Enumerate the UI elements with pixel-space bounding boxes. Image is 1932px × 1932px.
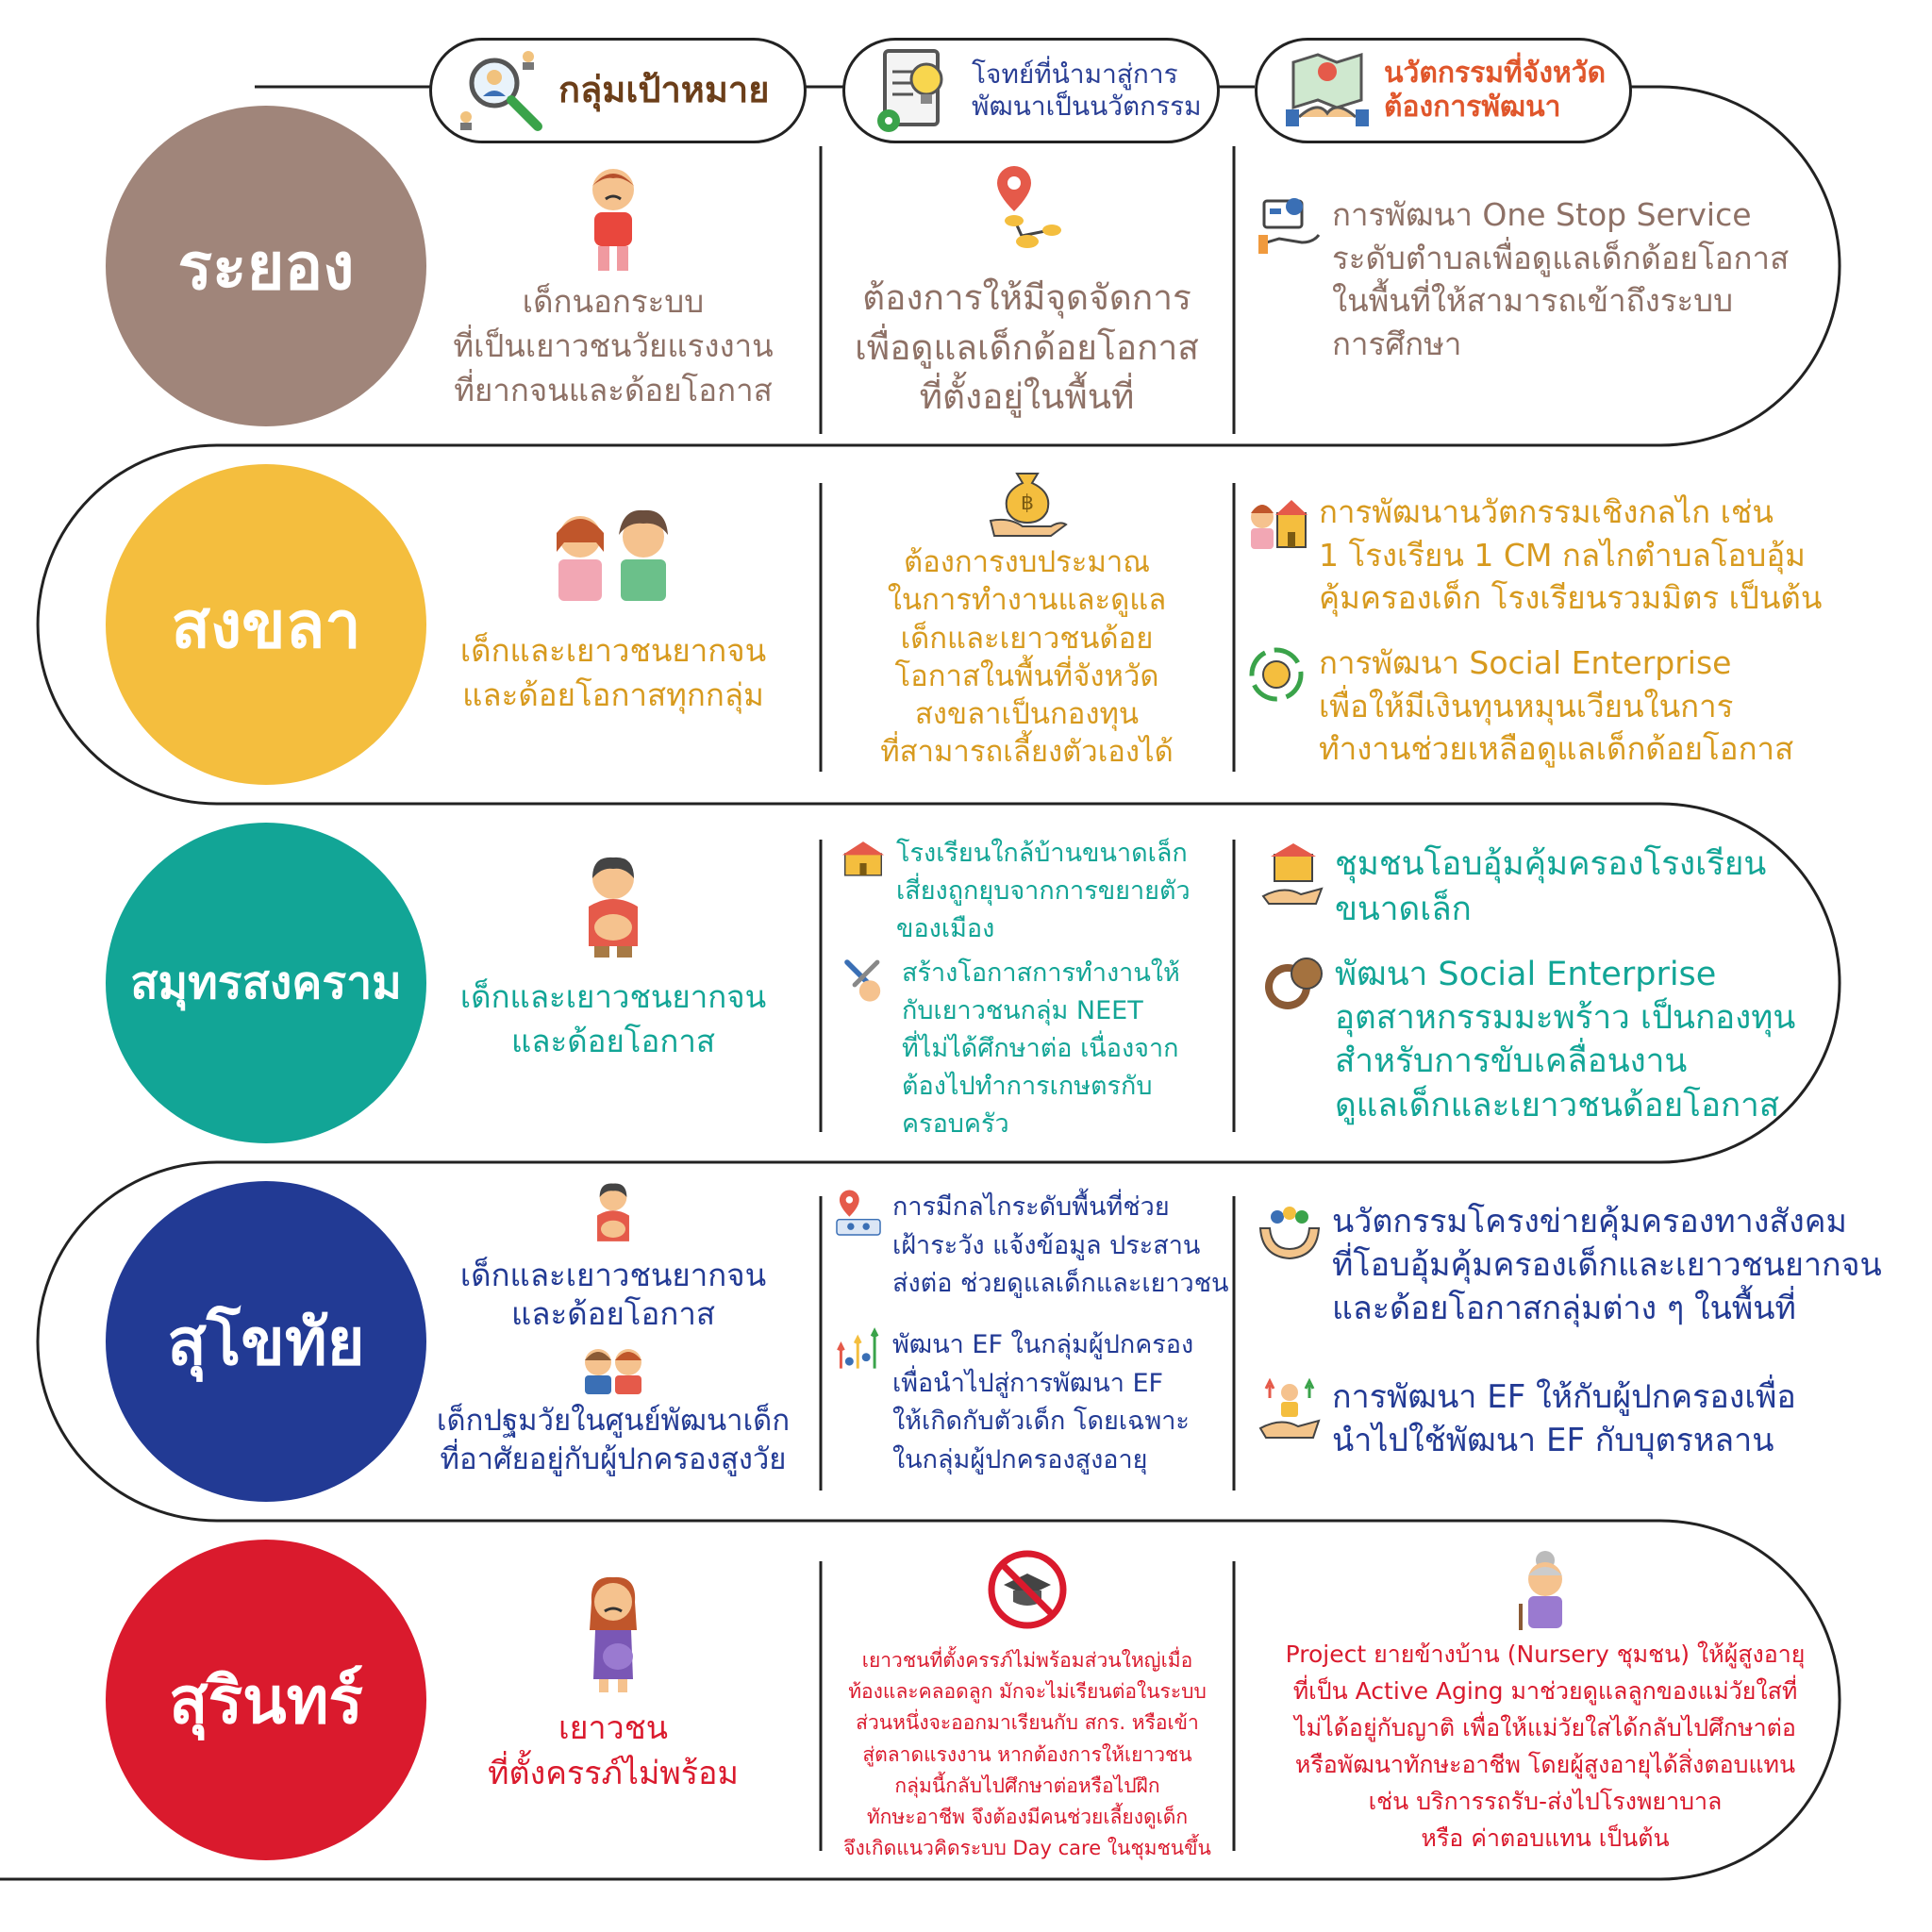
growth-people-icon: [834, 1326, 883, 1375]
province-circle-samut: [106, 823, 426, 1143]
sukhothai-target: [406, 1181, 821, 1480]
target-text: เด็กนอกระบบ ที่เป็นเยาวชนวัยแรงงาน ที่ยากจนและด้อยโอกาส: [453, 283, 774, 408]
songkhla-problem: [826, 464, 1227, 772]
problem-text: การมีกลไกระดับพื้นที่ช่วย เฝ้าระวัง แจ้งข้อมูล ประสาน ส่งต่อ ช่วยดูแลเด็กและเยาวชน: [892, 1192, 1229, 1298]
innovation-text: การพัฒนา Social Enterprise เพื่อให้มีเงินทุนหมุนเวียนในการ ทำงานช่วยเหลือดูแลเด็กด้อยโอกาส: [1319, 644, 1794, 768]
samut-problem-1: [840, 835, 1236, 948]
province-circle-surin: [106, 1540, 426, 1860]
header-target: [429, 38, 807, 143]
innovation-text: การพัฒนานวัตกรรมเชิงกลไก เช่น 1 โรงเรียน 1 CM กลไกตำบลโอบอุ้ม คุ้มครองเด็ก โรงเรียนรวมมิตร เป็นต้น: [1319, 493, 1823, 617]
samut-innovation-1: [1259, 841, 1873, 933]
no-education-icon: [985, 1547, 1070, 1632]
two-kids-icon: [575, 1341, 651, 1398]
location-people-icon: [834, 1189, 883, 1238]
innovation-text: การพัฒนา EF ให้กับผู้ปกครองเพื่อ นำไปใช้พัฒนา EF กับบุตรหลาน: [1332, 1378, 1796, 1460]
magnifier-people-icon: [455, 43, 549, 138]
sukhothai-innovation-2: [1257, 1375, 1917, 1462]
location-pin-network-icon: [990, 162, 1065, 257]
hand-growth-person-icon: [1257, 1375, 1323, 1441]
header-target-label: กลุ่มเป้าหมาย: [558, 69, 770, 111]
target-text: เยาวชน ที่ตั้งครรภ์ไม่พร้อม: [488, 1709, 739, 1793]
hands-community-icon: [1257, 1200, 1323, 1266]
svg-text:฿: ฿: [1020, 491, 1034, 515]
crouching-child-icon: [575, 854, 651, 962]
header-innovation: [1255, 38, 1632, 143]
province-name: ระยอง: [177, 230, 355, 305]
province-circle-rayong: [106, 106, 426, 426]
coin-cycle-icon: [1243, 641, 1309, 708]
hand-school-icon: [1259, 841, 1325, 908]
two-poor-children-icon: [538, 505, 689, 608]
innovation-text: ชุมชนโอบอุ้มคุ้มครองโรงเรียน ขนาดเล็ก: [1335, 845, 1767, 929]
samut-problem-2: [840, 955, 1236, 1143]
problem-text: พัฒนา EF ในกลุ่มผู้ปกครอง เพื่อนำไปสู่การพัฒนา EF ให้เกิดกับตัวเด็ก โดยเฉพาะ ในกลุ่มผู้ปกครองสูงอายุ: [892, 1330, 1194, 1474]
rayong-problem: [826, 162, 1227, 423]
tools-hand-icon: [840, 955, 892, 1008]
grandmother-icon: [1507, 1547, 1583, 1632]
sad-child-icon: [575, 165, 651, 278]
province-name: สุรินทร์: [169, 1664, 363, 1739]
teacher-school-icon: [1243, 491, 1309, 557]
surin-target: [415, 1574, 811, 1797]
province-name: สมุทรสงคราม: [130, 957, 402, 1009]
province-name: สุโขทัย: [167, 1306, 365, 1380]
innovation-text: พัฒนา Social Enterprise อุตสาหกรรมมะพร้าว เป็นกองทุน สำหรับการขับเคลื่อนงาน ดูแลเด็กและเยาวชนด้อยโอกาส: [1335, 956, 1796, 1124]
target-text: เด็กและเยาวชนยากจน และด้อยโอกาส: [459, 1257, 767, 1333]
crouching-child-icon: [585, 1181, 641, 1252]
rayong-innovation: [1257, 193, 1860, 365]
header-innovation-label: นวัตกรรมที่จังหวัด ต้องการพัฒนา: [1384, 57, 1607, 124]
header-problem-label: โจทย์ที่นำมาสู่การ พัฒนาเป็นนวัตกรรม: [972, 58, 1202, 122]
target-text: เด็กและเยาวชนยากจน และด้อยโอกาส: [459, 978, 767, 1059]
pregnant-teen-icon: [571, 1574, 656, 1696]
sukhothai-problem-2: [834, 1326, 1240, 1479]
sukhothai-problem-1: [834, 1189, 1240, 1304]
problem-text: โรงเรียนใกล้บ้านขนาดเล็ก เสี่ยงถูกยุบจากการขยายตัว ของเมือง: [896, 839, 1191, 943]
target-text: เด็กปฐมวัยในศูนย์พัฒนาเด็ก ที่อาศัยอยู่กับผู้ปกครองสูงวัย: [436, 1403, 791, 1477]
rayong-target: [415, 165, 811, 413]
innovation-text: นวัตกรรมโครงข่ายคุ้มครองทางสังคม ที่โอบอุ้มคุ้มครองเด็กและเยาวชนยากจน และด้อยโอกาสกลุ่มต่าง ๆ ในพื้นที่: [1332, 1203, 1882, 1328]
innovation-text: การพัฒนา One Stop Service ระดับตำบลเพื่อดูแลเด็กด้อยโอกาส ในพื้นที่ให้สามารถเข้าถึงระบบ การศึกษา: [1332, 196, 1790, 362]
sukhothai-innovation-1: [1257, 1200, 1917, 1331]
service-hand-icon: [1257, 193, 1323, 259]
coconut-icon: [1259, 953, 1325, 1019]
problem-text: สร้างโอกาสการทำงานให้ กับเยาวชนกลุ่ม NEET ที่ไม่ได้ศึกษาต่อ เนื่องจาก ต้องไปทำการเกษตรกับ ครอบครัว: [902, 958, 1180, 1139]
handshake-map-icon: [1280, 43, 1374, 138]
province-name: สงขลา: [171, 589, 361, 663]
document-lightbulb-icon: [868, 43, 962, 138]
samut-target: [415, 854, 811, 1064]
school-building-icon: [840, 835, 887, 882]
songkhla-target: [415, 505, 811, 718]
money-bag-hand-icon: [985, 464, 1070, 540]
header-problem: [842, 38, 1220, 143]
songkhla-innovation-2: [1243, 641, 1894, 771]
samut-innovation-2: [1259, 953, 1873, 1127]
problem-text: เยาวชนที่ตั้งครรภ์ไม่พร้อมส่วนใหญ่เมื่อ ท้องและคลอดลูก มักจะไม่เรียนต่อในระบบ ส่วนหนึ่งจะออกมาเรียนกับ สกร. หรือเข้า สู่ตลาดแรงงาน หากต้องการให้เยาวชน กลุ่มนี้กลับไปศึกษาต่อหรือไปฝึก ทักษะอาชีพ จึงต้องมีคนช่วยเลี้ยงดูเด็ก จึงเกิดแนวคิดระบบ Day care ในชุมชนขึ้น: [843, 1649, 1211, 1860]
songkhla-innovation-1: [1243, 491, 1894, 620]
surin-innovation: [1243, 1547, 1847, 1857]
problem-text: ต้องการให้มีจุดจัดการ เพื่อดูแลเด็กด้อยโอกาส ที่ตั้งอยู่ในพื้นที่: [855, 277, 1199, 418]
province-circle-sukhothai: [106, 1181, 426, 1502]
surin-problem: [824, 1547, 1230, 1864]
target-text: เด็กและเยาวชนยากจน และด้อยโอกาสทุกกลุ่ม: [459, 632, 767, 713]
province-circle-songkhla: [106, 464, 426, 785]
problem-text: ต้องการงบประมาณ ในการทำงานและดูแล เด็กและเยาวชนด้อย โอกาสในพื้นที่จังหวัด สงขลาเป็นกองทุน ที่สามารถเลี้ยงตัวเองได้: [880, 545, 1174, 770]
innovation-text: Project ยายข้างบ้าน (Nursery ชุมชน) ให้ผู้สูงอายุ ที่เป็น Active Aging มาช่วยดูแลลูกของแม่วัยใสที่ ไม่ได้อยู่กับญาติ เพื่อให้แม่วัยใสได้กลับไปศึกษาต่อ หรือพัฒนาทักษะอาชีพ โดยผู้สูงอายุได้สิ่งตอบแทน เช่น บริการรถรับ-ส่งไปโรงพยาบาล หรือ ค่าตอบแทน เป็นต้น: [1285, 1641, 1806, 1852]
